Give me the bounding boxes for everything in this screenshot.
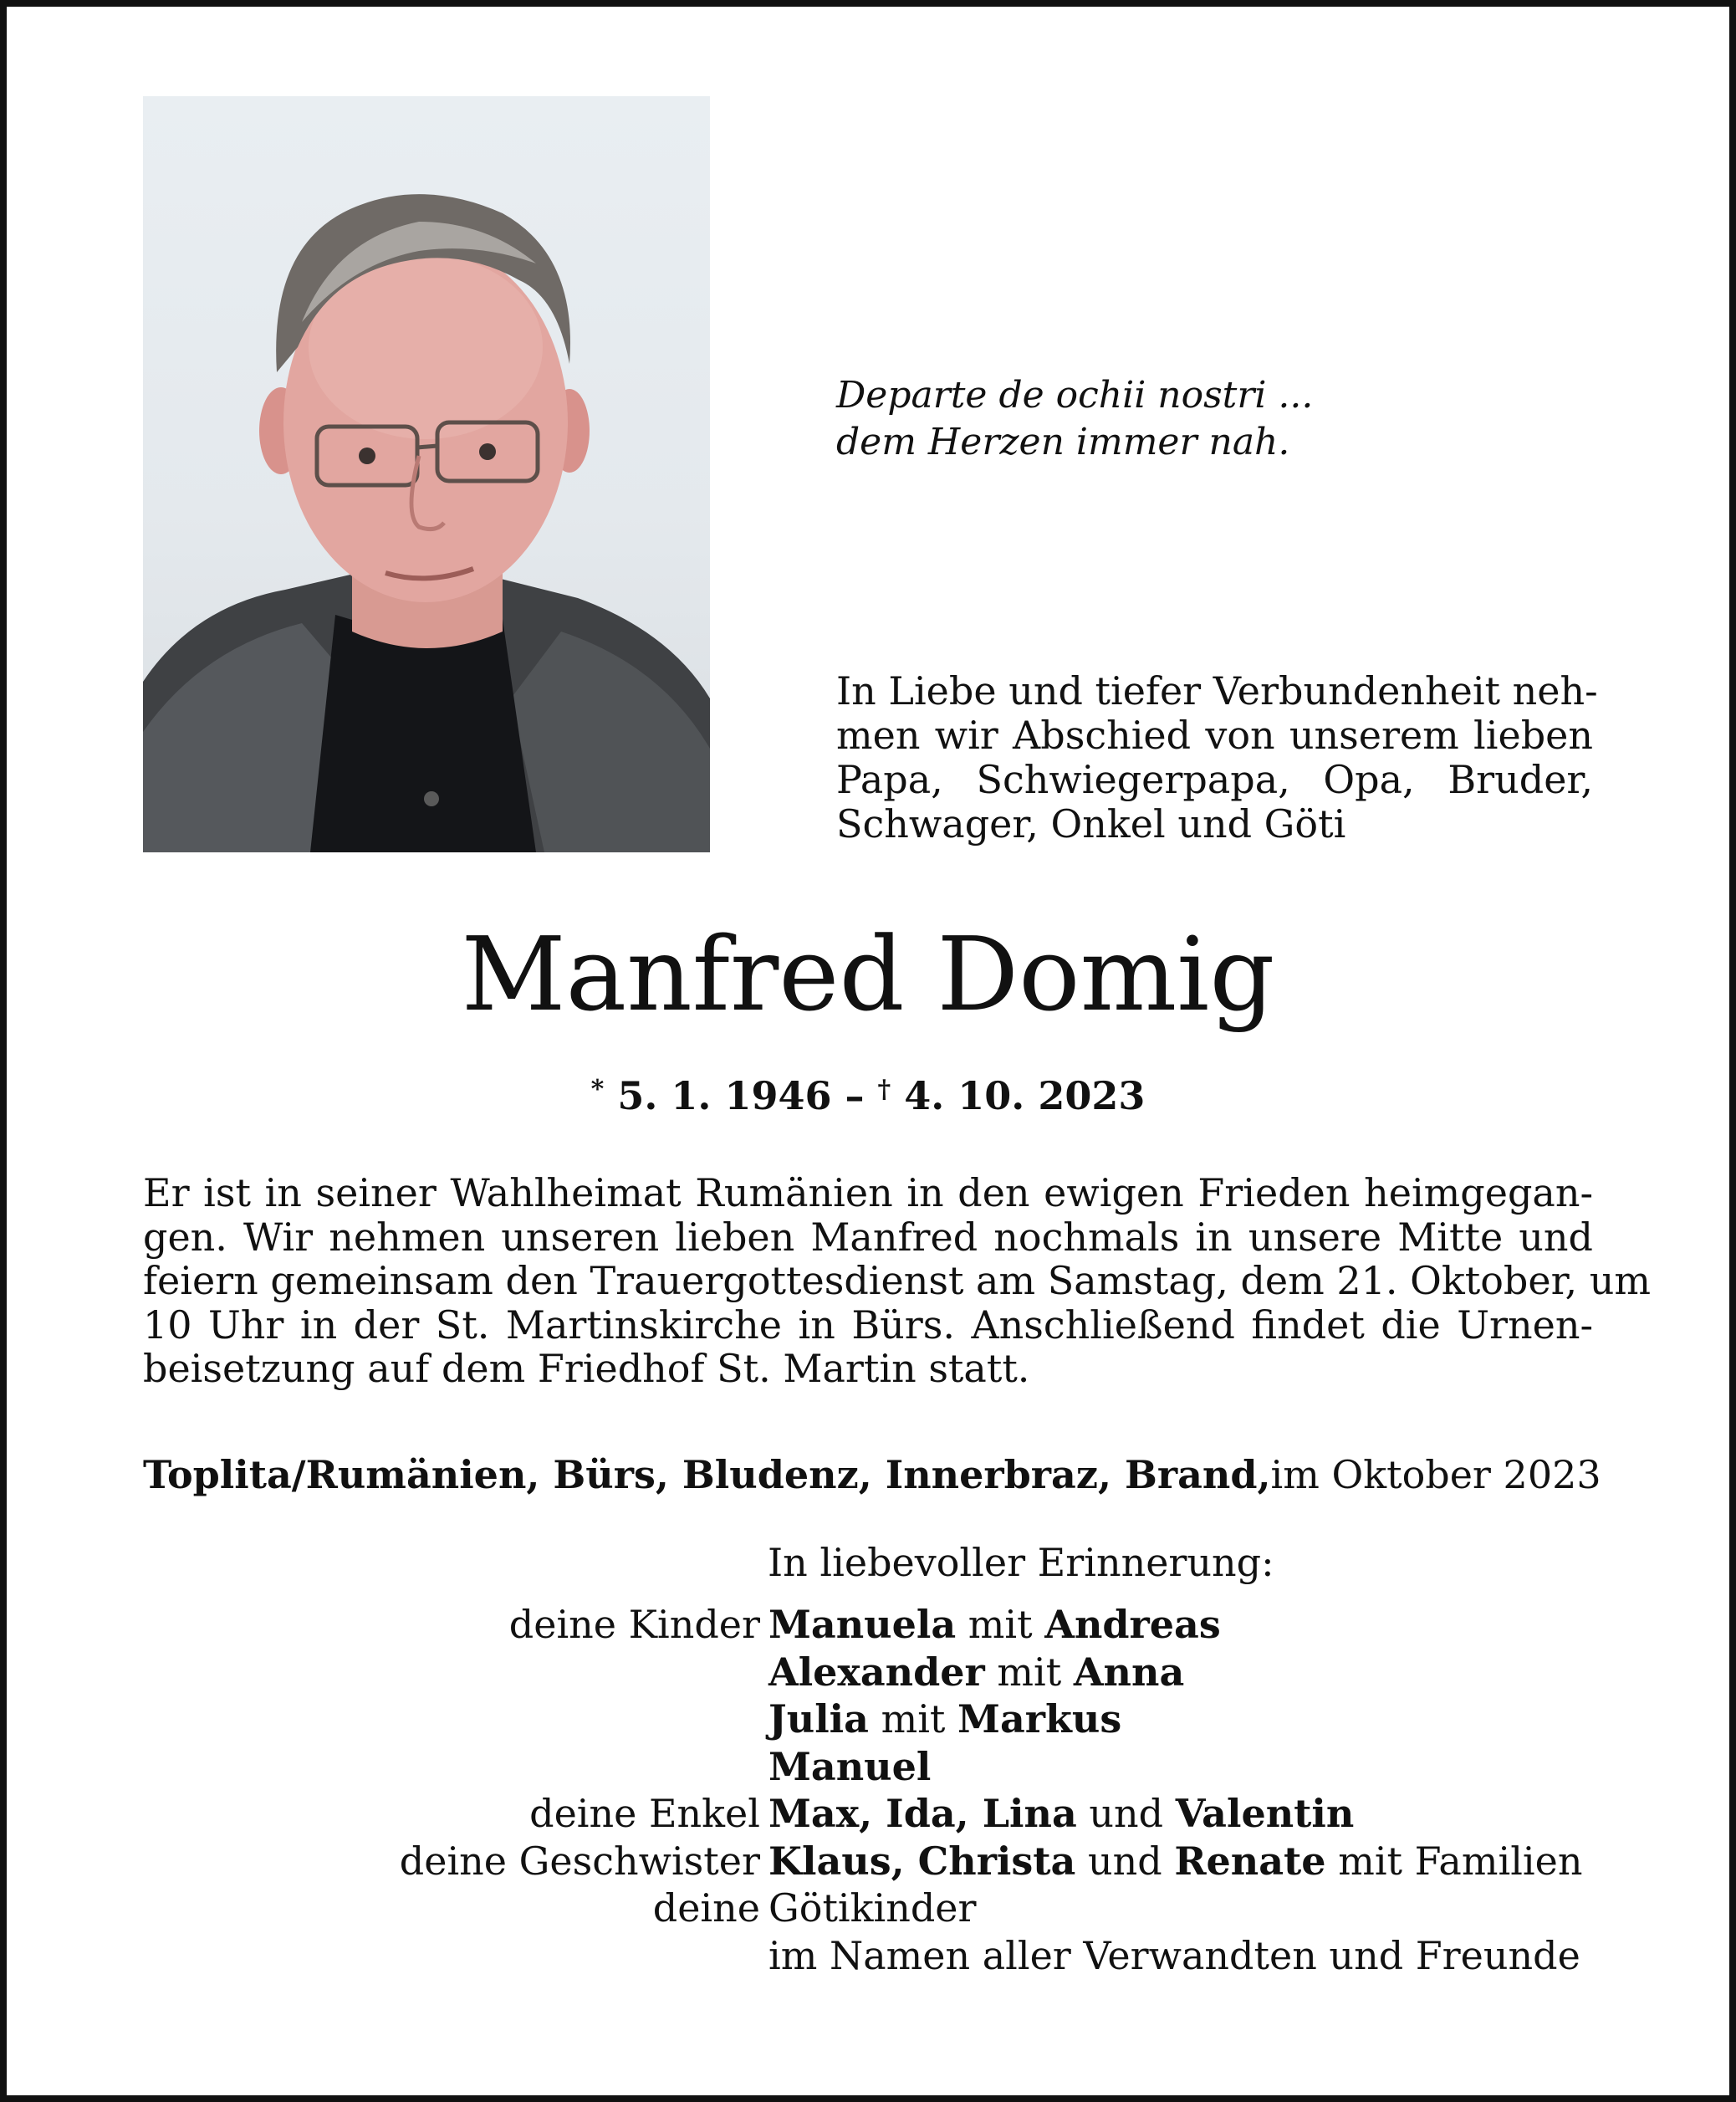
birth-date: 5. 1. 1946 <box>617 1073 832 1118</box>
family-name: Manuela <box>768 1602 957 1647</box>
body-line: feiern gemeinsam den Trauergottesdienst am Samstag, dem 21. Oktober, um <box>143 1258 1652 1303</box>
intro-paragraph <box>836 668 1598 846</box>
enkel-label: deine Enkel <box>529 1791 760 1836</box>
family-list <box>143 1601 1593 1979</box>
quote-line: dem Herzen immer nah. <box>836 421 1290 463</box>
death-date: 4. 10. 2023 <box>904 1073 1146 1118</box>
family-row <box>143 1838 1593 1885</box>
intro-line: In Liebe und tiefer Verbundenheit neh- <box>836 668 1598 713</box>
family-row <box>143 1743 1593 1791</box>
family-name: Alexander <box>768 1649 985 1695</box>
family-conj: mit <box>968 1602 1033 1647</box>
family-row <box>143 1601 1593 1649</box>
portrait-illustration <box>143 96 710 852</box>
family-row <box>143 1932 1593 1980</box>
quote <box>836 372 1422 466</box>
family-row <box>143 1885 1593 1932</box>
family-name: Klaus, Christa <box>768 1838 1076 1884</box>
body-line: gen. Wir nehmen unseren lieben Manfred nochmals in unsere Mitte und <box>143 1214 1593 1260</box>
goetikinder-label: deine <box>652 1885 760 1931</box>
intro-line: men wir Abschied von unserem lieben <box>836 713 1593 758</box>
death-symbol: † <box>877 1075 891 1104</box>
family-name: Julia <box>768 1696 869 1741</box>
family-conj: und <box>1089 1791 1164 1836</box>
place-date-line <box>143 1451 1601 1498</box>
family-row <box>143 1790 1593 1838</box>
month-year: im Oktober 2023 <box>1270 1452 1601 1497</box>
closing-line: im Namen aller Verwandten und Freunde <box>768 1932 1580 1978</box>
family-conj: mit <box>881 1696 946 1741</box>
family-row <box>143 1649 1593 1696</box>
memory-heading: In liebevoller Erinnerung: <box>768 1540 1274 1585</box>
family-name: Manuel <box>768 1743 932 1789</box>
family-name: Andreas <box>1044 1602 1221 1647</box>
intro-line: Papa, Schwiegerpapa, Opa, Bruder, <box>836 757 1593 802</box>
body-line: beisetzung auf dem Friedhof St. Martin statt. <box>143 1346 1030 1391</box>
goetikinder-value: Götikinder <box>768 1885 977 1931</box>
intro-line: Schwager, Onkel und Göti <box>836 801 1346 846</box>
life-dates <box>0 1066 1736 1119</box>
body-line: Er ist in seiner Wahlheimat Rumänien in den ewigen Frieden heimgegan- <box>143 1170 1593 1215</box>
quote-line: Departe de ochii nostri ... <box>836 374 1314 417</box>
family-suffix: mit Familien <box>1338 1838 1583 1884</box>
body-line: 10 Uhr in der St. Martinskirche in Bürs. Anschließend findet die Urnen- <box>143 1302 1593 1348</box>
family-name: Renate <box>1174 1838 1326 1884</box>
family-row <box>143 1695 1593 1743</box>
places: Toplita/Rumänien, Bürs, Bludenz, Innerbraz, Brand, <box>143 1452 1271 1497</box>
body-paragraph <box>143 1170 1652 1391</box>
family-name: Markus <box>957 1696 1122 1741</box>
family-name: Anna <box>1073 1649 1185 1695</box>
family-name: Max, Ida, Lina <box>768 1791 1077 1836</box>
birth-symbol: * <box>590 1075 605 1104</box>
family-conj: mit <box>997 1649 1062 1695</box>
date-dash: – <box>845 1073 865 1118</box>
family-conj: und <box>1087 1838 1162 1884</box>
geschwister-label: deine Geschwister <box>399 1838 760 1884</box>
kinder-label: deine Kinder <box>508 1602 760 1647</box>
family-name: Valentin <box>1175 1791 1355 1836</box>
portrait-photo <box>143 96 710 852</box>
deceased-name: Manfred Domig <box>461 915 1275 1034</box>
